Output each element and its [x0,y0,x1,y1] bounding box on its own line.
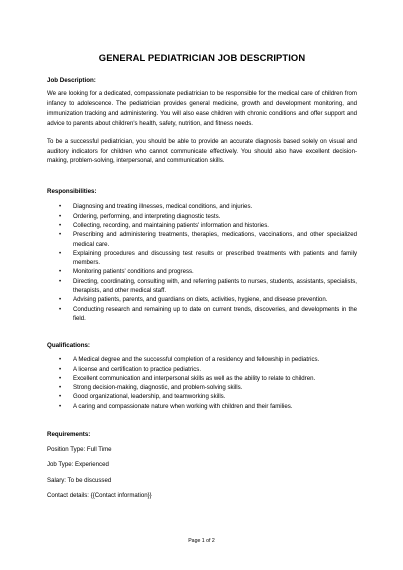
qualification-text: Strong decision-making, diagnostic, and problem-solving skills. [73,384,243,392]
responsibility-text: Explaining procedures and discussing test results or prescribed treatments with patients and family members. [73,249,357,267]
qualification-text: A license and certification to practice pediatrics. [73,365,202,373]
bullet-icon: • [59,296,62,304]
page-number: Page 1 of 2 [188,538,215,544]
list-item [47,374,357,383]
list-item [47,355,357,364]
list-item [47,383,357,392]
responsibility-text: Directing, coordinating, consulting with, and referring patients to nurses, students, assistants, specialists, therapists, and other medical staff. [73,277,357,295]
bullet-icon: • [59,393,62,401]
document-title: GENERAL PEDIATRICIAN JOB DESCRIPTION [98,52,306,63]
responsibility-text: Advising patients, parents, and guardians on diets, activities, hygiene, and disease prevention. [73,296,328,304]
bullet-icon: • [59,384,62,392]
job-description-paragraph-1: We are looking for a dedicated, compassionate pediatrician to be responsible for the medical care of children from infancy to adolescence. The pediatrician provides general medicine, growth and development monitoring, and immunization tracking and administering. You will also ease children with chronic conditions and offer support and advice to parents about children's health, safety, nutrition, and fitness needs. [47,90,357,127]
requirement-contact-details: Contact details: {{Contact information}} [47,492,152,500]
list-item [47,267,357,276]
responsibility-text: Prescribing and administering treatments, therapies, medications, vaccinations, and other specialized medical care. [73,231,357,248]
bullet-icon: • [59,277,62,285]
list-item [47,365,357,374]
bullet-icon: • [59,221,62,229]
responsibility-text: Ordering, performing, and interpreting diagnostic tests. [73,212,221,220]
responsibility-text: Collecting, recording, and maintaining patients' information and histories. [73,221,269,229]
requirement-position-type: Position Type: Full Time [47,445,112,453]
list-item [47,277,357,296]
responsibility-text: Monitoring patients' conditions and progress. [73,268,194,276]
requirement-salary: Salary: To be discussed [47,476,112,484]
requirements-heading: Requirements: [47,430,91,438]
qualifications-list [47,355,357,411]
list-item [47,221,357,230]
bullet-icon: • [59,231,62,239]
requirement-job-type: Job Type: Experienced [47,461,109,469]
job-description-heading: Job Description: [47,77,96,84]
list-item [47,230,357,249]
job-description-paragraph-2: To be a successful pediatrician, you should be able to provide an accurate diagnosis based solely on visual and auditory indicators for children who cannot communicate effectively. You should also have excellent decision-making, problem-solving, interpersonal, and communication skills. [47,137,357,165]
bullet-icon: • [59,212,62,220]
bullet-icon: • [59,365,62,373]
responsibilities-list [47,202,357,323]
list-item [47,295,357,304]
responsibilities-heading: Responsibilities: [47,188,97,196]
qualification-text: A caring and compassionate nature when working with children and their families. [73,402,293,410]
list-item [47,402,357,411]
responsibility-text: Diagnosing and treating illnesses, medical conditions, and injuries. [73,203,253,211]
qualifications-heading: Qualifications: [47,342,90,350]
list-item [47,392,357,401]
responsibility-text: Conducting research and remaining up to date on current trends, discoveries, and developments in the field. [73,305,357,322]
qualification-text: Good organizational, leadership, and teamworking skills. [73,393,226,401]
bullet-icon: • [59,268,62,276]
list-item [47,212,357,221]
bullet-icon: • [59,374,62,382]
list-item [47,202,357,211]
bullet-icon: • [59,249,62,257]
qualification-text: A Medical degree and the successful completion of a residency and fellowship in pediatrics. [73,356,320,364]
bullet-icon: • [59,305,62,313]
bullet-icon: • [59,402,62,410]
qualification-text: Excellent communication and interpersonal skills as well as the ability to relate to children. [73,374,316,382]
list-item [47,305,357,324]
bullet-icon: • [59,203,62,211]
bullet-icon: • [59,356,62,364]
list-item [47,249,357,268]
